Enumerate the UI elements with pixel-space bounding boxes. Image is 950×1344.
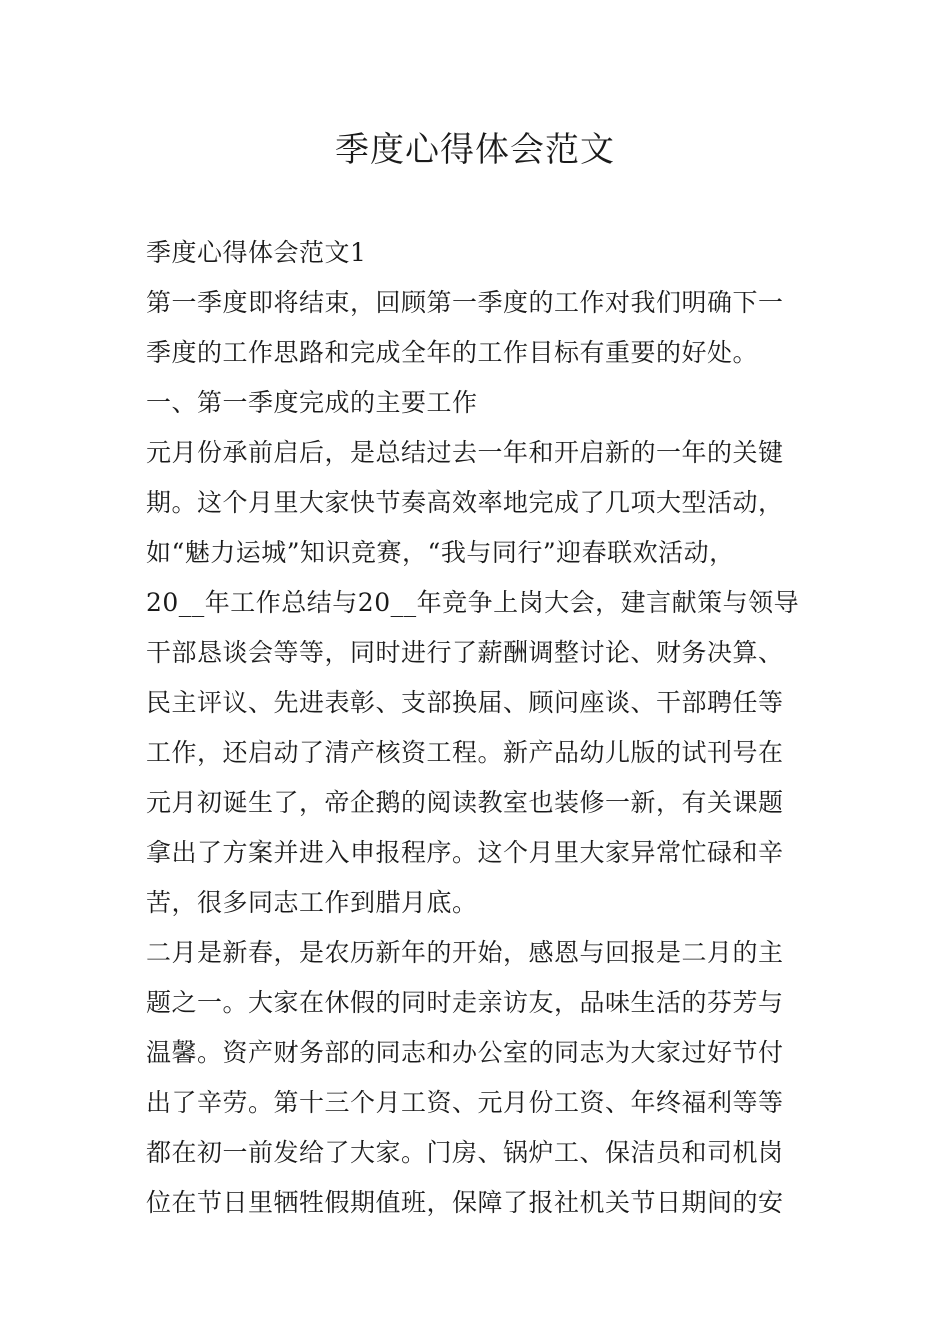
text-line: 题之一。大家在休假的同时走亲访友，品味生活的芬芳与 <box>146 988 784 1017</box>
text-line: 都在初一前发给了大家。门房、锅炉工、保洁员和司机岗 <box>146 1138 784 1167</box>
text-line: 第一季度即将结束，回顾第一季度的工作对我们明确下一 <box>146 288 784 317</box>
text-line: 出了辛劳。第十三个月工资、元月份工资、年终福利等等 <box>146 1088 784 1117</box>
document-title: 季度心得体会范文 <box>335 130 615 170</box>
text-line: 元月初诞生了，帝企鹅的阅读教室也装修一新，有关课题 <box>146 788 784 817</box>
text-line: 季度的工作思路和完成全年的工作目标有重要的好处。 <box>146 338 759 367</box>
text-line: 期。这个月里大家快节奏高效率地完成了几项大型活动， <box>146 488 784 517</box>
text-line: 温馨。资产财务部的同志和办公室的同志为大家过好节付 <box>146 1038 784 1067</box>
text-line: 苦，很多同志工作到腊月底。 <box>146 888 478 917</box>
text-line: 二月是新春，是农历新年的开始，感恩与回报是二月的主 <box>146 938 784 967</box>
document-body <box>146 228 826 1228</box>
text-line: 一、第一季度完成的主要工作 <box>146 388 478 417</box>
text-line: 干部恳谈会等等，同时进行了薪酬调整讨论、财务决算、 <box>146 638 784 667</box>
text-line: 工作，还启动了清产核资工程。新产品幼儿版的试刊号在 <box>146 738 784 767</box>
text-line: 季度心得体会范文1 <box>146 238 367 267</box>
text-line: 元月份承前启后，是总结过去一年和开启新的一年的关键 <box>146 438 784 467</box>
text-line: 20__年工作总结与20__年竞争上岗大会，建言献策与领导 <box>146 588 800 617</box>
text-line: 民主评议、先进表彰、支部换届、顾问座谈、干部聘任等 <box>146 688 784 717</box>
text-line: 如“魅力运城”知识竞赛，“我与同行”迎春联欢活动， <box>146 538 735 567</box>
text-line: 位在节日里牺牲假期值班，保障了报社机关节日期间的安 <box>146 1188 784 1217</box>
text-line: 拿出了方案并进入申报程序。这个月里大家异常忙碌和辛 <box>146 838 784 867</box>
